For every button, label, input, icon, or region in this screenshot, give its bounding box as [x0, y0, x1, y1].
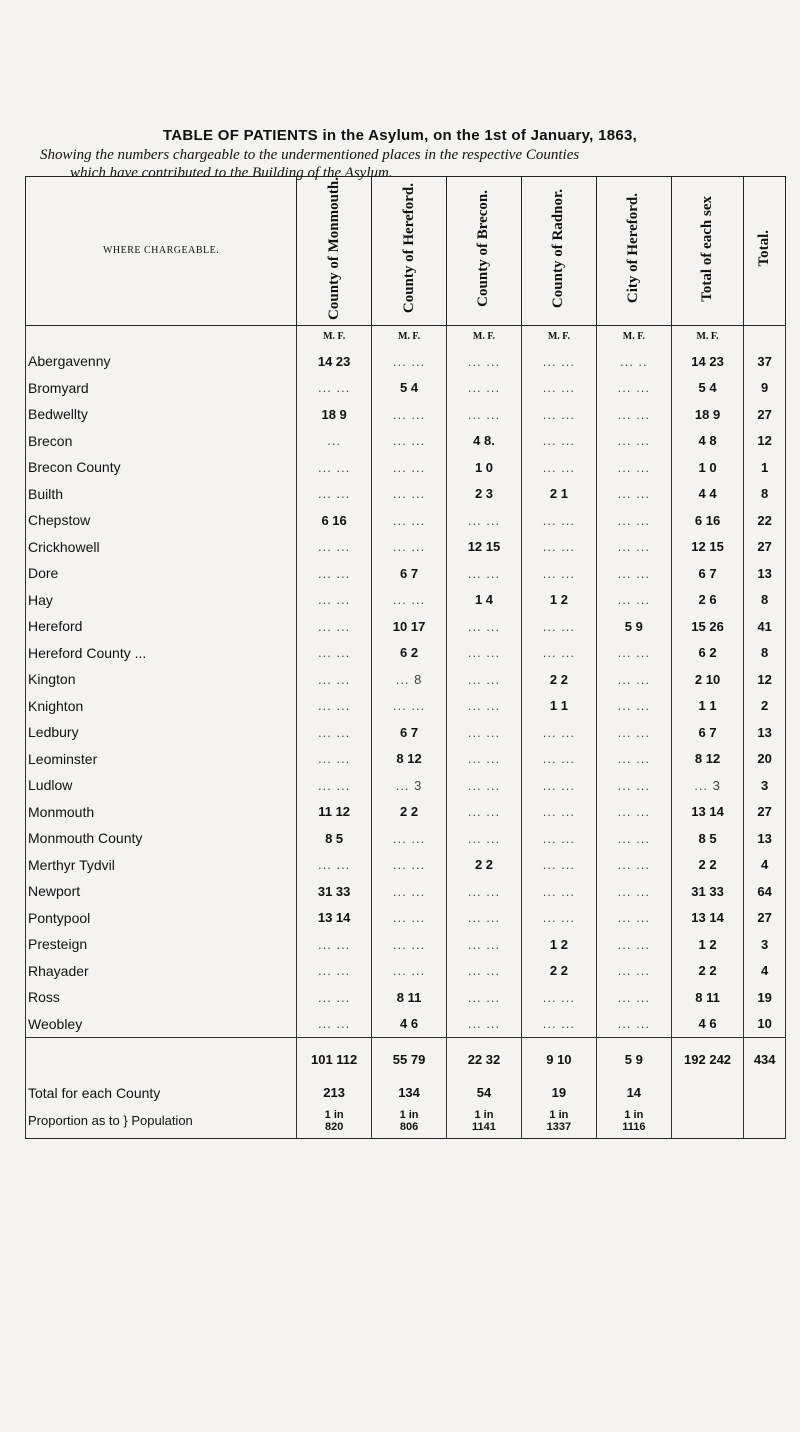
place-name: Ledbury: [26, 719, 297, 746]
proportion-bottom: 820: [324, 1120, 344, 1133]
header-row: [26, 177, 786, 326]
patient-count: ... ...: [596, 957, 671, 984]
patient-count: ... ...: [521, 348, 596, 375]
patient-count: 6 16: [671, 507, 744, 534]
patient-count: 2 2: [671, 957, 744, 984]
patient-count: ... ...: [521, 1010, 596, 1037]
row-total: 37: [744, 348, 786, 375]
place-name: Dore: [26, 560, 297, 587]
patient-count: ... ...: [447, 666, 522, 693]
patient-count: ... ...: [521, 878, 596, 905]
patient-count: ... ...: [447, 1010, 522, 1037]
proportion-bottom: 806: [399, 1120, 419, 1133]
place-name: Kington: [26, 666, 297, 693]
county-total: 213: [297, 1082, 372, 1104]
patient-count: ... ...: [297, 984, 372, 1011]
patient-count: ... ...: [447, 560, 522, 587]
patient-count: 1 1: [671, 692, 744, 719]
table-row: [26, 798, 786, 825]
patient-count: ... ...: [596, 507, 671, 534]
table-row: [26, 401, 786, 428]
proportion-cell: [447, 1104, 522, 1139]
patient-count: ... ...: [447, 984, 522, 1011]
patient-count: 18 9: [671, 401, 744, 428]
place-name: Rhayader: [26, 957, 297, 984]
patient-count: ... ...: [372, 904, 447, 931]
place-name: Bromyard: [26, 374, 297, 401]
patient-count: ... ...: [521, 904, 596, 931]
patient-count: ... ...: [521, 984, 596, 1011]
proportion-top: 1 in: [399, 1108, 419, 1121]
row-total: 13: [744, 719, 786, 746]
patient-count: 8 12: [671, 745, 744, 772]
patient-count: ... 3: [671, 772, 744, 799]
county-total: 134: [372, 1082, 447, 1104]
subtitle-line-1: Showing the numbers chargeable to the undermentioned places in the respective Counties: [40, 147, 580, 163]
row-total: 4: [744, 851, 786, 878]
patient-count: ... ...: [372, 507, 447, 534]
patient-count: ... 8: [372, 666, 447, 693]
table-row: [26, 666, 786, 693]
patient-count: 2 6: [671, 586, 744, 613]
patient-count: ... ...: [372, 878, 447, 905]
row-total: 3: [744, 772, 786, 799]
place-name: Leominster: [26, 745, 297, 772]
proportion-cell: [297, 1104, 372, 1139]
patient-count: ... ...: [596, 851, 671, 878]
patient-count: 8 12: [372, 745, 447, 772]
row-total: 8: [744, 639, 786, 666]
patient-count: ... ...: [596, 666, 671, 693]
row-total: 12: [744, 427, 786, 454]
patient-count: ... ...: [596, 401, 671, 428]
patient-count: ...: [297, 427, 372, 454]
patient-count: 6 16: [297, 507, 372, 534]
patient-count: ... ...: [596, 745, 671, 772]
table-row: [26, 507, 786, 534]
header-total: Total.: [744, 177, 786, 326]
patient-count: ... ...: [297, 374, 372, 401]
proportion-top: 1 in: [549, 1108, 569, 1121]
patient-count: ... ...: [447, 904, 522, 931]
patient-count: ... ...: [447, 507, 522, 534]
table-row: [26, 427, 786, 454]
table-row: [26, 454, 786, 481]
patient-count: 1 1: [521, 692, 596, 719]
place-name: Bedwellty: [26, 401, 297, 428]
row-total: 13: [744, 825, 786, 852]
table-row: [26, 878, 786, 905]
patient-count: ... ...: [521, 825, 596, 852]
patient-count: 6 2: [671, 639, 744, 666]
row-total: 8: [744, 586, 786, 613]
patient-count: 2 2: [447, 851, 522, 878]
patient-count: ... ...: [297, 1010, 372, 1037]
row-total: 20: [744, 745, 786, 772]
patient-count: ... ...: [297, 719, 372, 746]
table-row: [26, 904, 786, 931]
proportion-top: 1 in: [624, 1108, 644, 1121]
patient-count: ... ...: [447, 798, 522, 825]
table-row: [26, 772, 786, 799]
patient-count: ... ...: [372, 825, 447, 852]
row-total: 41: [744, 613, 786, 640]
empty-cell: [744, 1082, 786, 1104]
county-total: 14: [596, 1082, 671, 1104]
patient-count: ... ...: [297, 931, 372, 958]
patient-count: ... ...: [372, 851, 447, 878]
subtotal-cell: 55 79: [372, 1037, 447, 1082]
patient-count: 18 9: [297, 401, 372, 428]
patient-count: 6 7: [372, 719, 447, 746]
place-name: Brecon: [26, 427, 297, 454]
subtotal-cell: 192 242: [671, 1037, 744, 1082]
empty-cell: [671, 1104, 744, 1139]
patient-count: ... ...: [447, 613, 522, 640]
table-row: [26, 931, 786, 958]
row-total: 27: [744, 904, 786, 931]
patient-count: 4 8: [671, 427, 744, 454]
patient-count: ... ...: [447, 692, 522, 719]
patient-count: ... ...: [297, 745, 372, 772]
patient-count: ... ...: [297, 480, 372, 507]
patient-count: ... ...: [596, 533, 671, 560]
patient-count: ... ...: [521, 507, 596, 534]
row-total: 27: [744, 798, 786, 825]
patient-count: 13 14: [671, 798, 744, 825]
patient-count: ... ...: [521, 798, 596, 825]
patient-count: ... ...: [596, 984, 671, 1011]
patient-count: ... ..: [596, 348, 671, 375]
county-total: 19: [521, 1082, 596, 1104]
place-name: Hereford: [26, 613, 297, 640]
patient-count: ... ...: [596, 825, 671, 852]
patient-count: ... ...: [372, 957, 447, 984]
patient-count: ... ...: [596, 798, 671, 825]
patient-count: 1 2: [521, 586, 596, 613]
table-title: TABLE OF PATIENTS in the Asylum, on the 1st of January, 1863,: [162, 127, 638, 144]
row-total: 8: [744, 480, 786, 507]
table-row: [26, 851, 786, 878]
table-row: [26, 639, 786, 666]
patient-count: 6 7: [671, 560, 744, 587]
proportion-cell: [596, 1104, 671, 1139]
patient-count: ... ...: [596, 454, 671, 481]
header-city-hereford: City of Hereford.: [596, 177, 671, 326]
patient-count: ... ...: [596, 772, 671, 799]
table-body: [26, 325, 786, 1138]
patient-count: 4 6: [671, 1010, 744, 1037]
patient-count: ... ...: [372, 533, 447, 560]
patient-count: 4 8.: [447, 427, 522, 454]
proportion-top: 1 in: [324, 1108, 344, 1121]
patient-count: ... ...: [372, 401, 447, 428]
patient-count: 6 2: [372, 639, 447, 666]
subtitle-line-2: which have contributed to the Building of the Asylum.: [70, 165, 393, 181]
patient-count: ... ...: [596, 586, 671, 613]
patient-count: ... ...: [596, 878, 671, 905]
table-row: [26, 957, 786, 984]
table-row: [26, 984, 786, 1011]
patient-count: ... ...: [297, 613, 372, 640]
place-name: Newport: [26, 878, 297, 905]
patient-count: 14 23: [671, 348, 744, 375]
row-total: 64: [744, 878, 786, 905]
proportion-bottom: 1141: [472, 1120, 496, 1133]
sex-label: M. F.: [521, 325, 596, 348]
table-row: [26, 480, 786, 507]
place-name: Weobley: [26, 1010, 297, 1037]
place-name: Hay: [26, 586, 297, 613]
patient-count: ... ...: [596, 480, 671, 507]
grand-total: 434: [744, 1037, 786, 1082]
sex-header-row: [26, 325, 786, 348]
row-total: 12: [744, 666, 786, 693]
patient-count: 1 0: [447, 454, 522, 481]
patient-count: 2 3: [447, 480, 522, 507]
patient-count: 2 10: [671, 666, 744, 693]
patient-count: ... ...: [596, 904, 671, 931]
patient-count: ... ...: [447, 374, 522, 401]
patient-count: ... ...: [297, 851, 372, 878]
proportion-bottom: 1116: [622, 1120, 646, 1133]
place-name: Ludlow: [26, 772, 297, 799]
patient-count: 2 2: [521, 666, 596, 693]
table-row: [26, 348, 786, 375]
place-name: Knighton: [26, 692, 297, 719]
header-county-radnor: County of Radnor.: [521, 177, 596, 326]
patient-count: ... ...: [596, 639, 671, 666]
header-total-each-sex: Total of each sex: [671, 177, 744, 326]
patient-count: ... ...: [521, 613, 596, 640]
patient-count: ... ...: [372, 427, 447, 454]
patient-count: 8 5: [297, 825, 372, 852]
patient-count: ... ...: [447, 639, 522, 666]
patient-count: 8 11: [372, 984, 447, 1011]
patient-count: 1 4: [447, 586, 522, 613]
subtotal-cell: 101 112: [297, 1037, 372, 1082]
patient-count: ... ...: [596, 374, 671, 401]
header-county-monmouth: County of Monmouth.: [297, 177, 372, 326]
patient-count: 14 23: [297, 348, 372, 375]
patient-count: ... ...: [521, 851, 596, 878]
place-name: Crickhowell: [26, 533, 297, 560]
patient-count: ... ...: [297, 666, 372, 693]
place-name: Monmouth: [26, 798, 297, 825]
row-total: 1: [744, 454, 786, 481]
place-name: Presteign: [26, 931, 297, 958]
patient-count: ... ...: [521, 745, 596, 772]
patient-count: ... ...: [447, 719, 522, 746]
row-total: 9: [744, 374, 786, 401]
sex-label: M. F.: [447, 325, 522, 348]
patient-count: ... ...: [521, 533, 596, 560]
place-name: Chepstow: [26, 507, 297, 534]
patient-count: 4 6: [372, 1010, 447, 1037]
patient-count: ... ...: [596, 427, 671, 454]
table-row: [26, 533, 786, 560]
patient-count: ... ...: [297, 692, 372, 719]
patient-count: 31 33: [671, 878, 744, 905]
patient-count: 11 12: [297, 798, 372, 825]
patient-count: ... ...: [521, 772, 596, 799]
row-total: 22: [744, 507, 786, 534]
table-row: [26, 560, 786, 587]
place-name: Abergavenny: [26, 348, 297, 375]
patient-count: ... ...: [596, 692, 671, 719]
patient-count: 2 2: [671, 851, 744, 878]
county-total: 54: [447, 1082, 522, 1104]
proportion-top: 1 in: [474, 1108, 494, 1121]
proportion-row: [26, 1104, 786, 1139]
row-total: 2: [744, 692, 786, 719]
row-total: 19: [744, 984, 786, 1011]
patient-count: ... ...: [521, 639, 596, 666]
proportion-label: Proportion as to } Population: [26, 1104, 297, 1139]
empty-cell: [671, 1082, 744, 1104]
place-name: Pontypool: [26, 904, 297, 931]
subtotal-cell: 22 32: [447, 1037, 522, 1082]
place-name: Builth: [26, 480, 297, 507]
table-row: [26, 1010, 786, 1037]
patient-count: ... ...: [297, 533, 372, 560]
patient-count: 5 9: [596, 613, 671, 640]
patient-count: ... ...: [521, 427, 596, 454]
patient-count: ... ...: [297, 957, 372, 984]
patient-count: 1 2: [521, 931, 596, 958]
patient-count: ... ...: [297, 560, 372, 587]
patient-count: 6 7: [372, 560, 447, 587]
table-row: [26, 719, 786, 746]
patient-count: ... ...: [447, 825, 522, 852]
sex-label: M. F.: [596, 325, 671, 348]
sex-label: M. F.: [297, 325, 372, 348]
table-row: [26, 374, 786, 401]
place-name: Ross: [26, 984, 297, 1011]
empty-cell: [744, 1104, 786, 1139]
patient-count: 10 17: [372, 613, 447, 640]
patient-count: 5 4: [671, 374, 744, 401]
patient-count: ... 3: [372, 772, 447, 799]
patient-count: 12 15: [671, 533, 744, 560]
header-where-chargeable: WHERE CHARGEABLE.: [26, 177, 297, 326]
patient-count: ... ...: [297, 639, 372, 666]
patient-count: 1 2: [671, 931, 744, 958]
header-county-hereford: County of Hereford.: [372, 177, 447, 326]
patient-count: 12 15: [447, 533, 522, 560]
subtotal-row: [26, 1037, 786, 1082]
row-total: 13: [744, 560, 786, 587]
patient-count: ... ...: [372, 480, 447, 507]
subtotal-cell: 5 9: [596, 1037, 671, 1082]
table-row: [26, 825, 786, 852]
patient-count: ... ...: [596, 1010, 671, 1037]
patient-count: 13 14: [671, 904, 744, 931]
place-name: Monmouth County: [26, 825, 297, 852]
table-row: [26, 692, 786, 719]
proportion-cell: [521, 1104, 596, 1139]
sex-label: M. F.: [671, 325, 744, 348]
table-row: [26, 586, 786, 613]
row-total: 27: [744, 533, 786, 560]
patient-count: ... ...: [372, 692, 447, 719]
patient-count: ... ...: [297, 454, 372, 481]
patient-count: ... ...: [447, 931, 522, 958]
sex-label: M. F.: [372, 325, 447, 348]
patient-count: 8 5: [671, 825, 744, 852]
patient-count: 2 1: [521, 480, 596, 507]
place-name: Brecon County: [26, 454, 297, 481]
patient-count: ... ...: [521, 454, 596, 481]
patient-count: ... ...: [596, 719, 671, 746]
patient-count: 2 2: [521, 957, 596, 984]
patient-count: ... ...: [521, 560, 596, 587]
row-total: 4: [744, 957, 786, 984]
patient-count: ... ...: [596, 931, 671, 958]
patient-count: 6 7: [671, 719, 744, 746]
subtotal-cell: 9 10: [521, 1037, 596, 1082]
patient-count: 1 0: [671, 454, 744, 481]
patient-count: ... ...: [297, 586, 372, 613]
patient-count: ... ...: [521, 374, 596, 401]
patient-count: ... ...: [521, 401, 596, 428]
county-total-label: Total for each County: [26, 1082, 297, 1104]
row-total: 10: [744, 1010, 786, 1037]
patient-count: ... ...: [372, 931, 447, 958]
patient-count: 31 33: [297, 878, 372, 905]
proportion-bottom: 1337: [546, 1120, 572, 1133]
patient-count: ... ...: [447, 348, 522, 375]
patient-count: ... ...: [521, 719, 596, 746]
patient-count: ... ...: [372, 586, 447, 613]
table-row: [26, 613, 786, 640]
patient-count: ... ...: [372, 454, 447, 481]
table-row: [26, 745, 786, 772]
row-total: 27: [744, 401, 786, 428]
patient-count: 8 11: [671, 984, 744, 1011]
patient-count: ... ...: [372, 348, 447, 375]
patient-count: ... ...: [596, 560, 671, 587]
patient-count: 15 26: [671, 613, 744, 640]
county-total-row: [26, 1082, 786, 1104]
patient-count: 2 2: [372, 798, 447, 825]
proportion-cell: [372, 1104, 447, 1139]
patient-count: ... ...: [447, 878, 522, 905]
patient-count: ... ...: [297, 772, 372, 799]
place-name: Hereford County ...: [26, 639, 297, 666]
place-name: Merthyr Tydvil: [26, 851, 297, 878]
patient-count: 4 4: [671, 480, 744, 507]
patient-count: 5 4: [372, 374, 447, 401]
row-total: 3: [744, 931, 786, 958]
patient-count: ... ...: [447, 957, 522, 984]
patients-table: [25, 176, 786, 1139]
patient-count: ... ...: [447, 745, 522, 772]
patient-count: ... ...: [447, 401, 522, 428]
header-county-brecon: County of Brecon.: [447, 177, 522, 326]
patient-count: 13 14: [297, 904, 372, 931]
patient-count: ... ...: [447, 772, 522, 799]
